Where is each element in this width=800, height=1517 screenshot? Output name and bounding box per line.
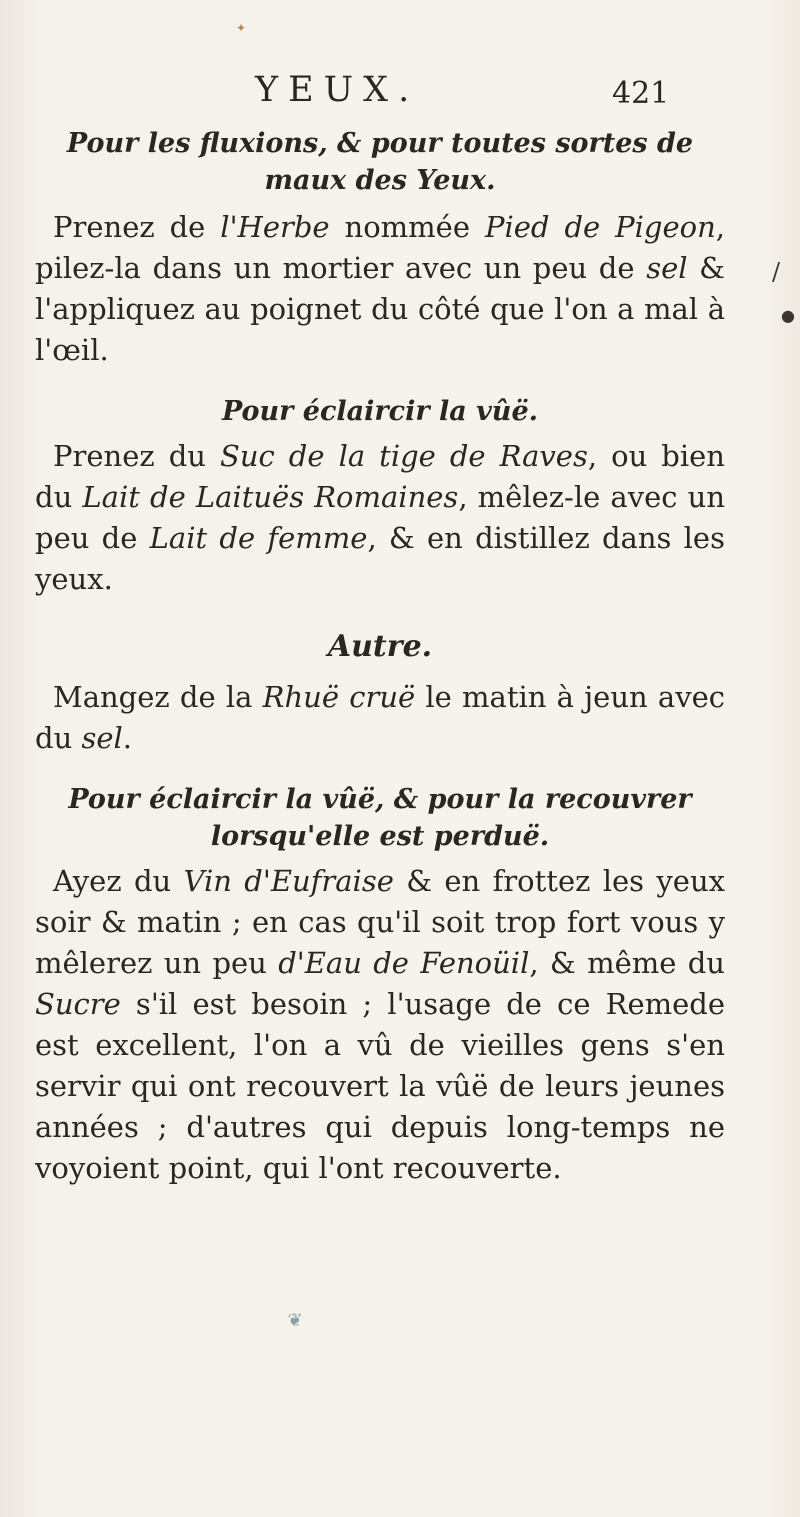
paragraph-raves: Prenez du Suc de la tige de Raves, ou bien du Lait de Laituës Romaines, mêlez-le avec un peu de Lait de femme, & en distillez dans les yeux.	[35, 439, 726, 596]
margin-mark: /	[772, 258, 781, 286]
section-title-fluxions: Pour les fluxions, & pour toutes sortes de maux des Yeux.	[66, 128, 694, 196]
section-title-eclaircir: Pour éclaircir la vûë.	[221, 396, 539, 427]
ink-speck: ✦	[236, 21, 247, 35]
section-title-recouvrer: Pour éclaircir la vûë, & pour la recouvrer lorsqu'elle est perduë.	[68, 784, 692, 852]
printer-ornament-icon: ❦	[287, 1310, 303, 1331]
page-number: 421	[612, 76, 670, 111]
page-body	[35, 125, 725, 1189]
section-title-autre: Autre.	[327, 629, 433, 664]
margin-dot: ●	[781, 306, 795, 325]
paragraph-pied-de-pigeon: Prenez de l'Herbe nommée Pied de Pigeon, pilez-la dans un mortier avec un peu de sel & l'appliquez au poignet du côté que l'on a mal à l'œil.	[35, 210, 725, 367]
paragraph-rhue: Mangez de la Rhuë cruë le matin à jeun avec du sel.	[35, 680, 725, 755]
paragraph-eufraise: Ayez du Vin d'Eufraise & en frottez les yeux soir & matin ; en cas qu'il soit trop fort vous y mêlerez un peu d'Eau de Fenoüil, & même du Sucre s'il est besoin ; l'usage de ce Remede est excellent, l'on a vû de vieilles gens s'en servir qui ont recouvert la vûë de leurs jeunes années ; d'autres qui depuis long-temps ne voyoient point, qui l'ont recouverte.	[35, 864, 725, 1185]
page-header	[0, 70, 800, 120]
running-head: YEUX.	[255, 70, 420, 110]
